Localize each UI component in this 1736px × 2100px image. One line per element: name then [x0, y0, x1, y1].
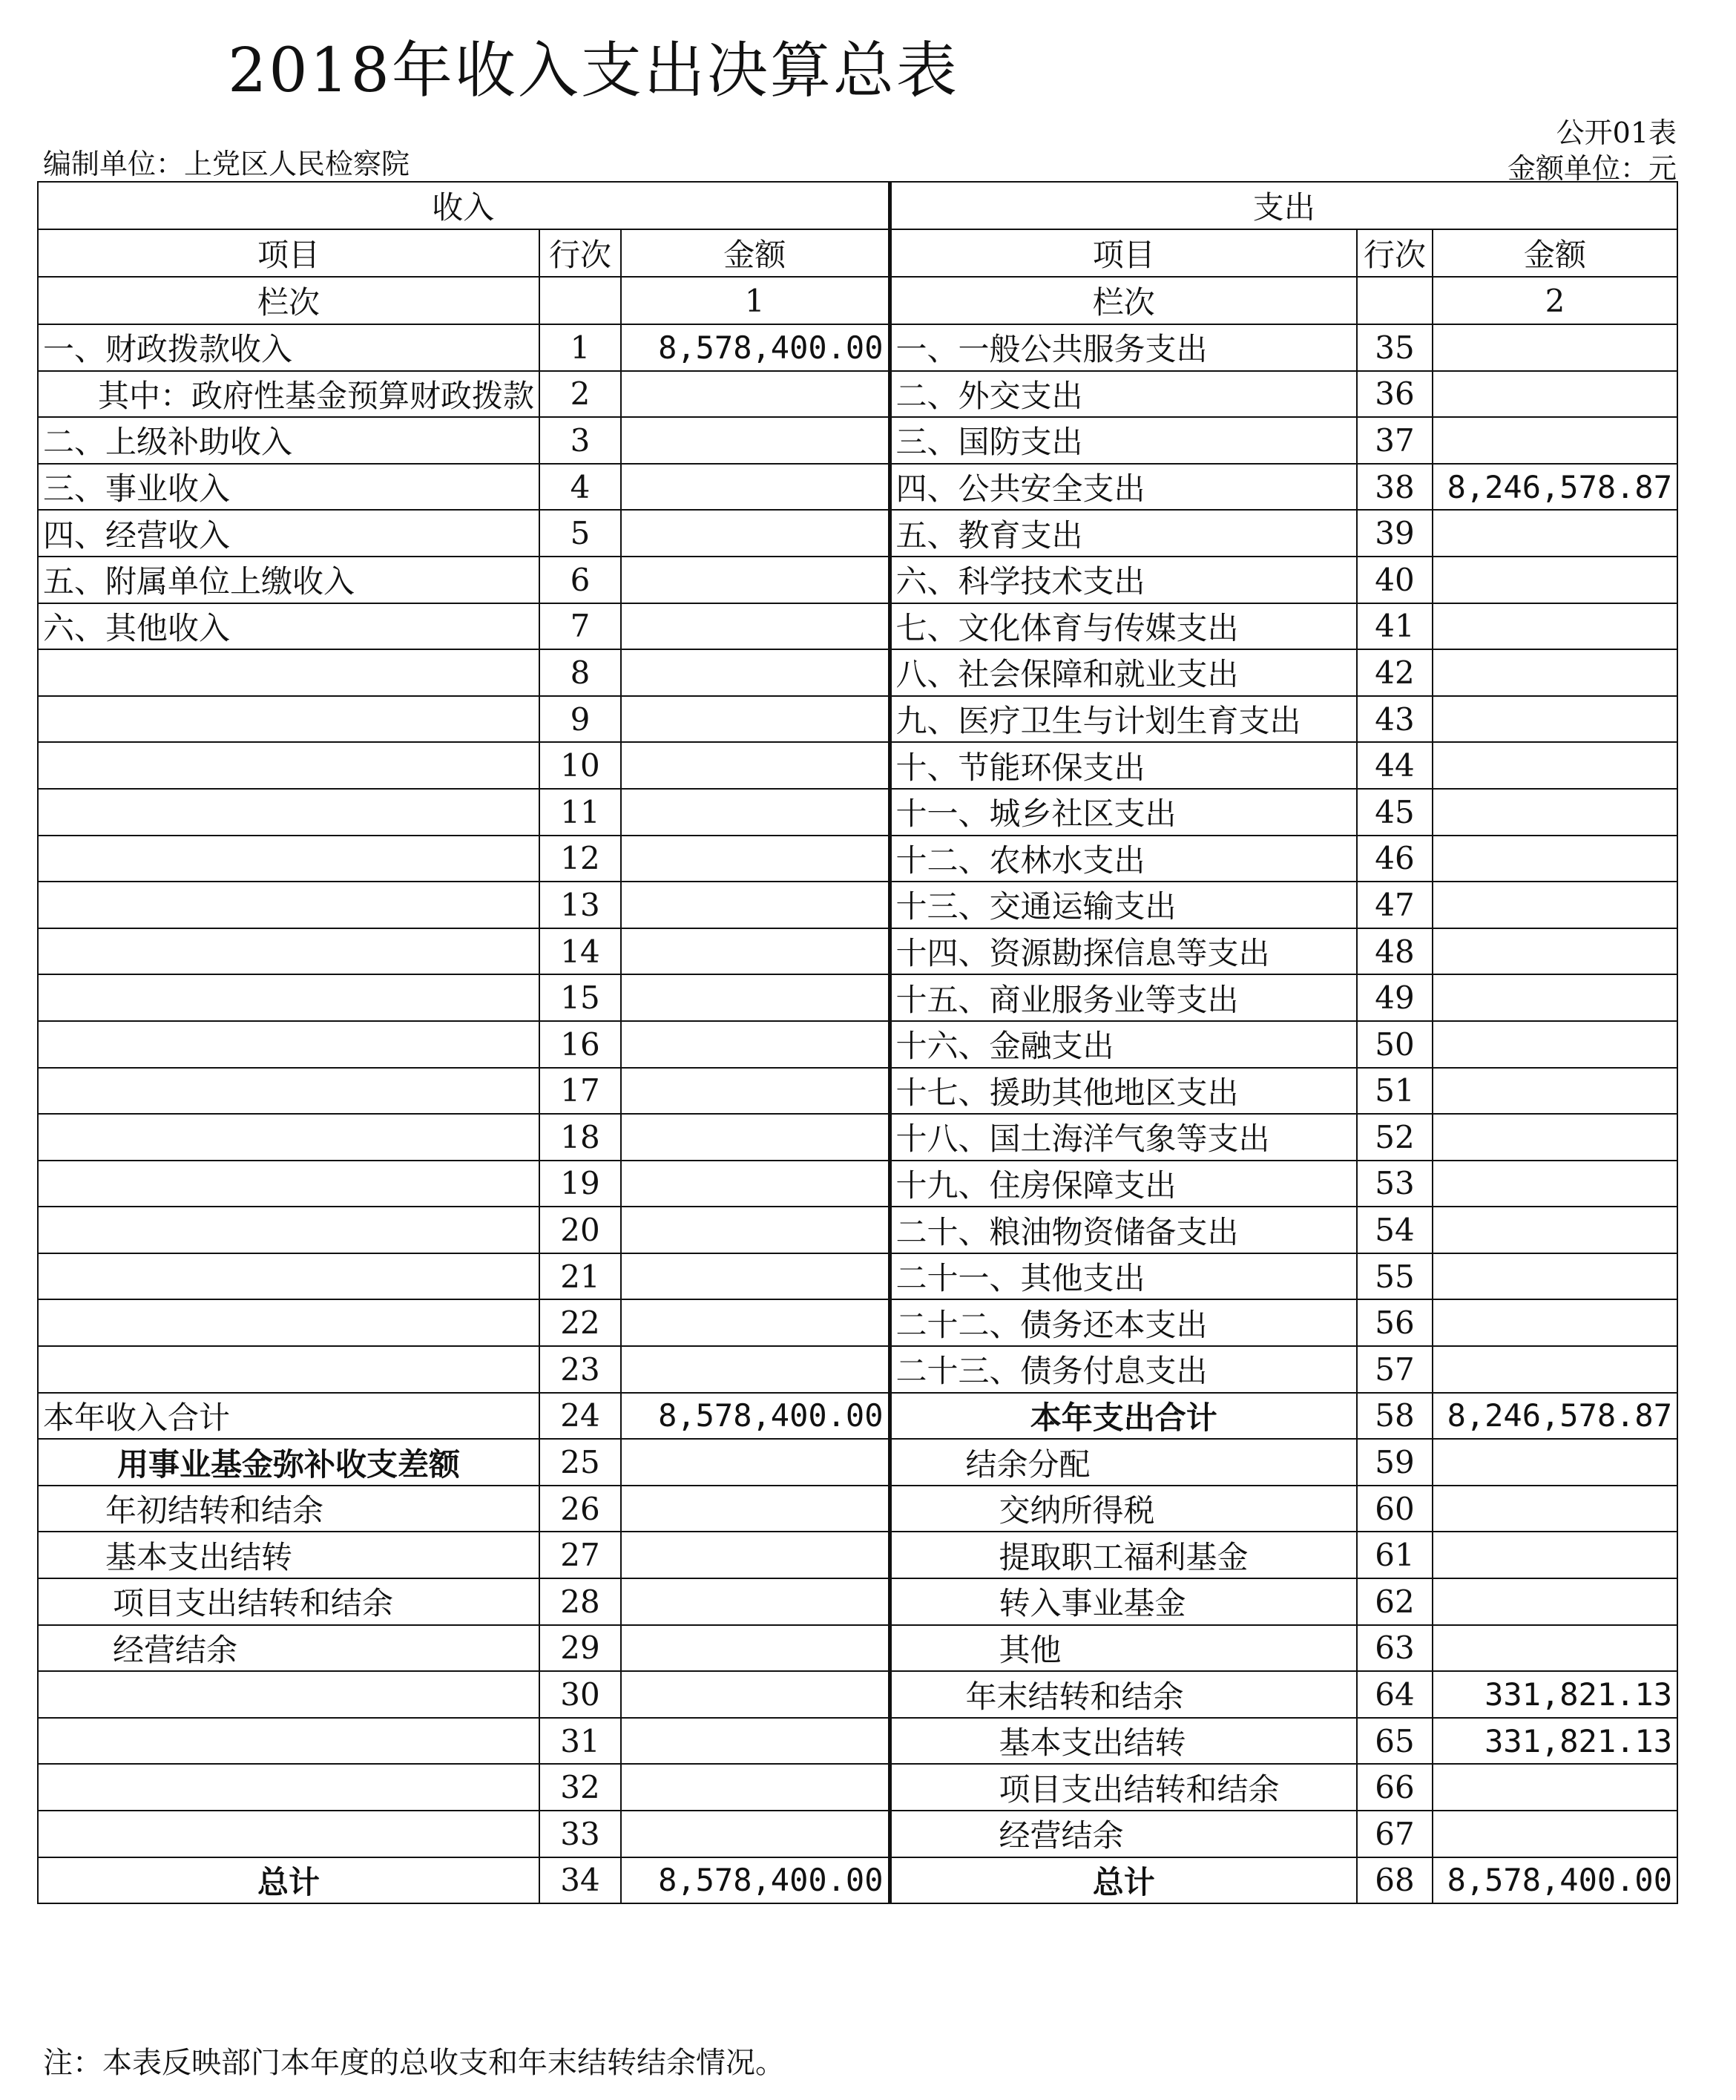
income-item: 其中：政府性基金预算财政拨款	[38, 371, 539, 418]
expense-rowno: 63	[1357, 1625, 1433, 1672]
income-rowno: 19	[539, 1161, 621, 1207]
expense-rowno: 60	[1357, 1486, 1433, 1532]
expense-item: 提取职工福利基金	[890, 1532, 1357, 1578]
income-amount	[621, 696, 890, 743]
table-row	[38, 1346, 1677, 1393]
expense-rowno: 40	[1357, 557, 1433, 603]
income-rowno: 10	[539, 742, 621, 789]
expense-amount	[1433, 1811, 1677, 1857]
expense-rowno: 68	[1357, 1857, 1433, 1904]
income-rowno: 34	[539, 1857, 621, 1904]
expense-amount	[1433, 1578, 1677, 1625]
page-title	[0, 22, 1736, 109]
expense-rowno: 41	[1357, 603, 1433, 650]
income-item	[38, 1671, 539, 1718]
income-item	[38, 1207, 539, 1253]
table-row	[38, 417, 1677, 464]
expense-item: 总计	[890, 1857, 1357, 1904]
title-text: 2018年收入支出决算总表	[228, 36, 959, 106]
income-col-label: 栏次	[38, 277, 539, 324]
income-amount	[621, 1718, 890, 1765]
income-rowno: 24	[539, 1393, 621, 1440]
table-row	[38, 1671, 1677, 1718]
expense-amount	[1433, 1486, 1677, 1532]
expense-item: 二、外交支出	[890, 371, 1357, 418]
income-rowno: 7	[539, 603, 621, 650]
income-item	[38, 882, 539, 928]
table-row	[38, 464, 1677, 511]
income-amount	[621, 649, 890, 696]
expense-item: 二十二、债务还本支出	[890, 1299, 1357, 1346]
expense-amount: 331,821.13	[1433, 1718, 1677, 1765]
expense-item: 二十三、债务付息支出	[890, 1346, 1357, 1393]
income-rowno: 4	[539, 464, 621, 511]
income-item: 四、经营收入	[38, 510, 539, 557]
expense-item: 四、公共安全支出	[890, 464, 1357, 511]
income-item	[38, 928, 539, 975]
income-rowno: 23	[539, 1346, 621, 1393]
expense-section-header: 支出	[890, 182, 1677, 229]
income-rowno: 12	[539, 836, 621, 882]
expense-amount	[1433, 1114, 1677, 1161]
table-row	[38, 1161, 1677, 1207]
income-item	[38, 742, 539, 789]
income-item: 本年收入合计	[38, 1393, 539, 1440]
table-row	[38, 1439, 1677, 1486]
table-row	[38, 1299, 1677, 1346]
organization-label: 编制单位：上党区人民检察院	[43, 148, 410, 180]
income-amount	[621, 1439, 890, 1486]
expense-amount	[1433, 557, 1677, 603]
expense-rowno: 52	[1357, 1114, 1433, 1161]
income-amount	[621, 1114, 890, 1161]
expense-item: 十五、商业服务业等支出	[890, 974, 1357, 1021]
expense-amount	[1433, 1253, 1677, 1300]
expense-item: 十四、资源勘探信息等支出	[890, 928, 1357, 975]
expense-rowno: 36	[1357, 371, 1433, 418]
expense-rowno: 45	[1357, 789, 1433, 836]
income-amount	[621, 789, 890, 836]
income-amount	[621, 836, 890, 882]
expense-rowno: 42	[1357, 649, 1433, 696]
income-rowno: 8	[539, 649, 621, 696]
income-rowno: 13	[539, 882, 621, 928]
expense-item: 三、国防支出	[890, 417, 1357, 464]
income-item: 总计	[38, 1857, 539, 1904]
table-row	[38, 1811, 1677, 1857]
expense-rowno: 62	[1357, 1578, 1433, 1625]
table-row	[38, 696, 1677, 743]
income-item: 六、其他收入	[38, 603, 539, 650]
income-amount	[621, 1671, 890, 1718]
income-amount	[621, 1764, 890, 1811]
expense-rowno: 48	[1357, 928, 1433, 975]
expense-rowno: 64	[1357, 1671, 1433, 1718]
expense-rowno: 44	[1357, 742, 1433, 789]
table-row	[38, 603, 1677, 650]
income-rowno: 9	[539, 696, 621, 743]
income-rowno: 21	[539, 1253, 621, 1300]
table-row	[38, 1625, 1677, 1672]
table-row	[38, 1857, 1677, 1904]
expense-item-header: 项目	[890, 229, 1357, 277]
income-item	[38, 1299, 539, 1346]
expense-item: 项目支出结转和结余	[890, 1764, 1357, 1811]
income-item	[38, 1346, 539, 1393]
income-amount	[621, 1021, 890, 1068]
income-item	[38, 1161, 539, 1207]
income-amount	[621, 371, 890, 418]
expense-amount	[1433, 324, 1677, 371]
income-amount	[621, 1532, 890, 1578]
income-amount: 8,578,400.00	[621, 1857, 890, 1904]
expense-item: 十、节能环保支出	[890, 742, 1357, 789]
income-rowno: 33	[539, 1811, 621, 1857]
expense-rowno: 43	[1357, 696, 1433, 743]
income-rowno-blank	[539, 277, 621, 324]
expense-item: 转入事业基金	[890, 1578, 1357, 1625]
expense-rowno: 39	[1357, 510, 1433, 557]
income-item: 一、财政拨款收入	[38, 324, 539, 371]
income-rowno: 1	[539, 324, 621, 371]
expense-amount	[1433, 696, 1677, 743]
income-rowno: 2	[539, 371, 621, 418]
income-amount: 8,578,400.00	[621, 1393, 890, 1440]
expense-amount	[1433, 882, 1677, 928]
income-item: 三、事业收入	[38, 464, 539, 511]
expense-amount	[1433, 1207, 1677, 1253]
expense-amount	[1433, 836, 1677, 882]
income-amount-header: 金额	[621, 229, 890, 277]
table-row	[38, 1068, 1677, 1115]
table-row	[38, 557, 1677, 603]
income-item: 项目支出结转和结余	[38, 1578, 539, 1625]
income-item	[38, 1253, 539, 1300]
income-amount	[621, 1625, 890, 1672]
income-item	[38, 1068, 539, 1115]
expense-rowno: 58	[1357, 1393, 1433, 1440]
income-amount	[621, 928, 890, 975]
expense-item: 二十一、其他支出	[890, 1253, 1357, 1300]
income-amount	[621, 603, 890, 650]
income-item	[38, 836, 539, 882]
income-rowno: 30	[539, 1671, 621, 1718]
column-index-row	[38, 277, 1677, 324]
expense-amount	[1433, 1439, 1677, 1486]
income-item	[38, 1718, 539, 1765]
expense-amount	[1433, 510, 1677, 557]
expense-item: 十六、金融支出	[890, 1021, 1357, 1068]
expense-item: 其他	[890, 1625, 1357, 1672]
income-rowno-header: 行次	[539, 229, 621, 277]
expense-item: 本年支出合计	[890, 1393, 1357, 1440]
table-row	[38, 1764, 1677, 1811]
income-amount	[621, 1811, 890, 1857]
income-item	[38, 1811, 539, 1857]
section-header-row	[38, 182, 1677, 229]
income-item	[38, 1114, 539, 1161]
table-row	[38, 649, 1677, 696]
table-row	[38, 1718, 1677, 1765]
expense-rowno: 51	[1357, 1068, 1433, 1115]
expense-rowno: 46	[1357, 836, 1433, 882]
expense-col-label: 栏次	[890, 277, 1357, 324]
income-item-header: 项目	[38, 229, 539, 277]
expense-amount	[1433, 789, 1677, 836]
income-rowno: 16	[539, 1021, 621, 1068]
income-rowno: 6	[539, 557, 621, 603]
expense-item: 五、教育支出	[890, 510, 1357, 557]
expense-amount	[1433, 1764, 1677, 1811]
income-item: 五、附属单位上缴收入	[38, 557, 539, 603]
income-item	[38, 649, 539, 696]
income-rowno: 29	[539, 1625, 621, 1672]
income-amount	[621, 1486, 890, 1532]
income-rowno: 31	[539, 1718, 621, 1765]
expense-rowno: 54	[1357, 1207, 1433, 1253]
expense-item: 七、文化体育与传媒支出	[890, 603, 1357, 650]
expense-rowno: 47	[1357, 882, 1433, 928]
form-number: 公开01表	[1556, 117, 1677, 149]
expense-amount	[1433, 1625, 1677, 1672]
table-row	[38, 1532, 1677, 1578]
expense-amount	[1433, 649, 1677, 696]
expense-rowno: 57	[1357, 1346, 1433, 1393]
expense-rowno: 38	[1357, 464, 1433, 511]
income-item: 基本支出结转	[38, 1532, 539, 1578]
expense-rowno: 67	[1357, 1811, 1433, 1857]
expense-item: 六、科学技术支出	[890, 557, 1357, 603]
expense-item: 交纳所得税	[890, 1486, 1357, 1532]
income-rowno: 26	[539, 1486, 621, 1532]
expense-item: 十二、农林水支出	[890, 836, 1357, 882]
income-rowno: 28	[539, 1578, 621, 1625]
expense-amount: 8,246,578.87	[1433, 1393, 1677, 1440]
income-item	[38, 696, 539, 743]
currency-unit: 金额单位：元	[1507, 152, 1677, 185]
income-rowno: 20	[539, 1207, 621, 1253]
income-rowno: 22	[539, 1299, 621, 1346]
expense-amount	[1433, 1532, 1677, 1578]
expense-amount-header: 金额	[1433, 229, 1677, 277]
income-item: 年初结转和结余	[38, 1486, 539, 1532]
income-amount	[621, 1068, 890, 1115]
table-row	[38, 324, 1677, 371]
income-rowno: 25	[539, 1439, 621, 1486]
income-item	[38, 1764, 539, 1811]
expense-amount	[1433, 603, 1677, 650]
income-amount	[621, 557, 890, 603]
expense-item: 八、社会保障和就业支出	[890, 649, 1357, 696]
expense-item: 基本支出结转	[890, 1718, 1357, 1765]
expense-amount	[1433, 928, 1677, 975]
income-rowno: 17	[539, 1068, 621, 1115]
expense-rowno: 65	[1357, 1718, 1433, 1765]
expense-item: 十三、交通运输支出	[890, 882, 1357, 928]
income-rowno: 15	[539, 974, 621, 1021]
expense-amount	[1433, 1346, 1677, 1393]
income-amount: 8,578,400.00	[621, 324, 890, 371]
income-item: 用事业基金弥补收支差额	[38, 1439, 539, 1486]
expense-amount	[1433, 371, 1677, 418]
income-amount	[621, 1207, 890, 1253]
table-row	[38, 510, 1677, 557]
table-row	[38, 882, 1677, 928]
expense-item: 十八、国土海洋气象等支出	[890, 1114, 1357, 1161]
expense-item: 年末结转和结余	[890, 1671, 1357, 1718]
income-amount	[621, 1253, 890, 1300]
table-row	[38, 836, 1677, 882]
expense-rowno: 55	[1357, 1253, 1433, 1300]
expense-item: 二十、粮油物资储备支出	[890, 1207, 1357, 1253]
expense-item: 经营结余	[890, 1811, 1357, 1857]
expense-amount	[1433, 1021, 1677, 1068]
income-amount	[621, 1346, 890, 1393]
expense-amount: 8,578,400.00	[1433, 1857, 1677, 1904]
expense-amount: 331,821.13	[1433, 1671, 1677, 1718]
expense-amount	[1433, 1299, 1677, 1346]
income-rowno: 27	[539, 1532, 621, 1578]
income-amount	[621, 882, 890, 928]
expense-rowno: 56	[1357, 1299, 1433, 1346]
income-rowno: 18	[539, 1114, 621, 1161]
expense-amount: 8,246,578.87	[1433, 464, 1677, 511]
income-amount	[621, 742, 890, 789]
expense-rowno: 50	[1357, 1021, 1433, 1068]
income-section-header: 收入	[38, 182, 890, 229]
income-rowno: 32	[539, 1764, 621, 1811]
table-row	[38, 789, 1677, 836]
table-row	[38, 1393, 1677, 1440]
income-rowno: 11	[539, 789, 621, 836]
expense-item: 十一、城乡社区支出	[890, 789, 1357, 836]
table-row	[38, 1253, 1677, 1300]
income-amount	[621, 1161, 890, 1207]
table-row	[38, 371, 1677, 418]
expense-item: 一、一般公共服务支出	[890, 324, 1357, 371]
income-amount	[621, 974, 890, 1021]
expense-amount	[1433, 742, 1677, 789]
expense-item: 结余分配	[890, 1439, 1357, 1486]
income-item	[38, 789, 539, 836]
expense-amount	[1433, 417, 1677, 464]
table-row	[38, 1021, 1677, 1068]
income-rowno: 14	[539, 928, 621, 975]
expense-rowno-header: 行次	[1357, 229, 1433, 277]
income-rowno: 5	[539, 510, 621, 557]
expense-rowno: 49	[1357, 974, 1433, 1021]
income-amount	[621, 510, 890, 557]
expense-rowno: 35	[1357, 324, 1433, 371]
expense-item: 九、医疗卫生与计划生育支出	[890, 696, 1357, 743]
final-accounts-table	[37, 181, 1678, 1904]
income-item	[38, 974, 539, 1021]
expense-rowno: 37	[1357, 417, 1433, 464]
income-col-number: 1	[621, 277, 890, 324]
expense-item: 十七、援助其他地区支出	[890, 1068, 1357, 1115]
expense-amount	[1433, 1161, 1677, 1207]
footnote: 注：本表反映部门本年度的总收支和年末结转结余情况。	[43, 2046, 785, 2080]
income-amount	[621, 1299, 890, 1346]
income-amount	[621, 464, 890, 511]
table-row	[38, 742, 1677, 789]
table-row	[38, 1114, 1677, 1161]
table-body	[38, 182, 1677, 1903]
table-row	[38, 1207, 1677, 1253]
income-item: 二、上级补助收入	[38, 417, 539, 464]
expense-rowno: 66	[1357, 1764, 1433, 1811]
table-row	[38, 1486, 1677, 1532]
table-row	[38, 1578, 1677, 1625]
expense-amount	[1433, 974, 1677, 1021]
income-item	[38, 1021, 539, 1068]
column-header-row	[38, 229, 1677, 277]
expense-amount	[1433, 1068, 1677, 1115]
income-item: 经营结余	[38, 1625, 539, 1672]
expense-rowno: 53	[1357, 1161, 1433, 1207]
expense-rowno: 59	[1357, 1439, 1433, 1486]
income-rowno: 3	[539, 417, 621, 464]
income-amount	[621, 417, 890, 464]
expense-col-number: 2	[1433, 277, 1677, 324]
expense-item: 十九、住房保障支出	[890, 1161, 1357, 1207]
expense-rowno: 61	[1357, 1532, 1433, 1578]
table-row	[38, 974, 1677, 1021]
expense-rowno-blank	[1357, 277, 1433, 324]
income-amount	[621, 1578, 890, 1625]
table-row	[38, 928, 1677, 975]
